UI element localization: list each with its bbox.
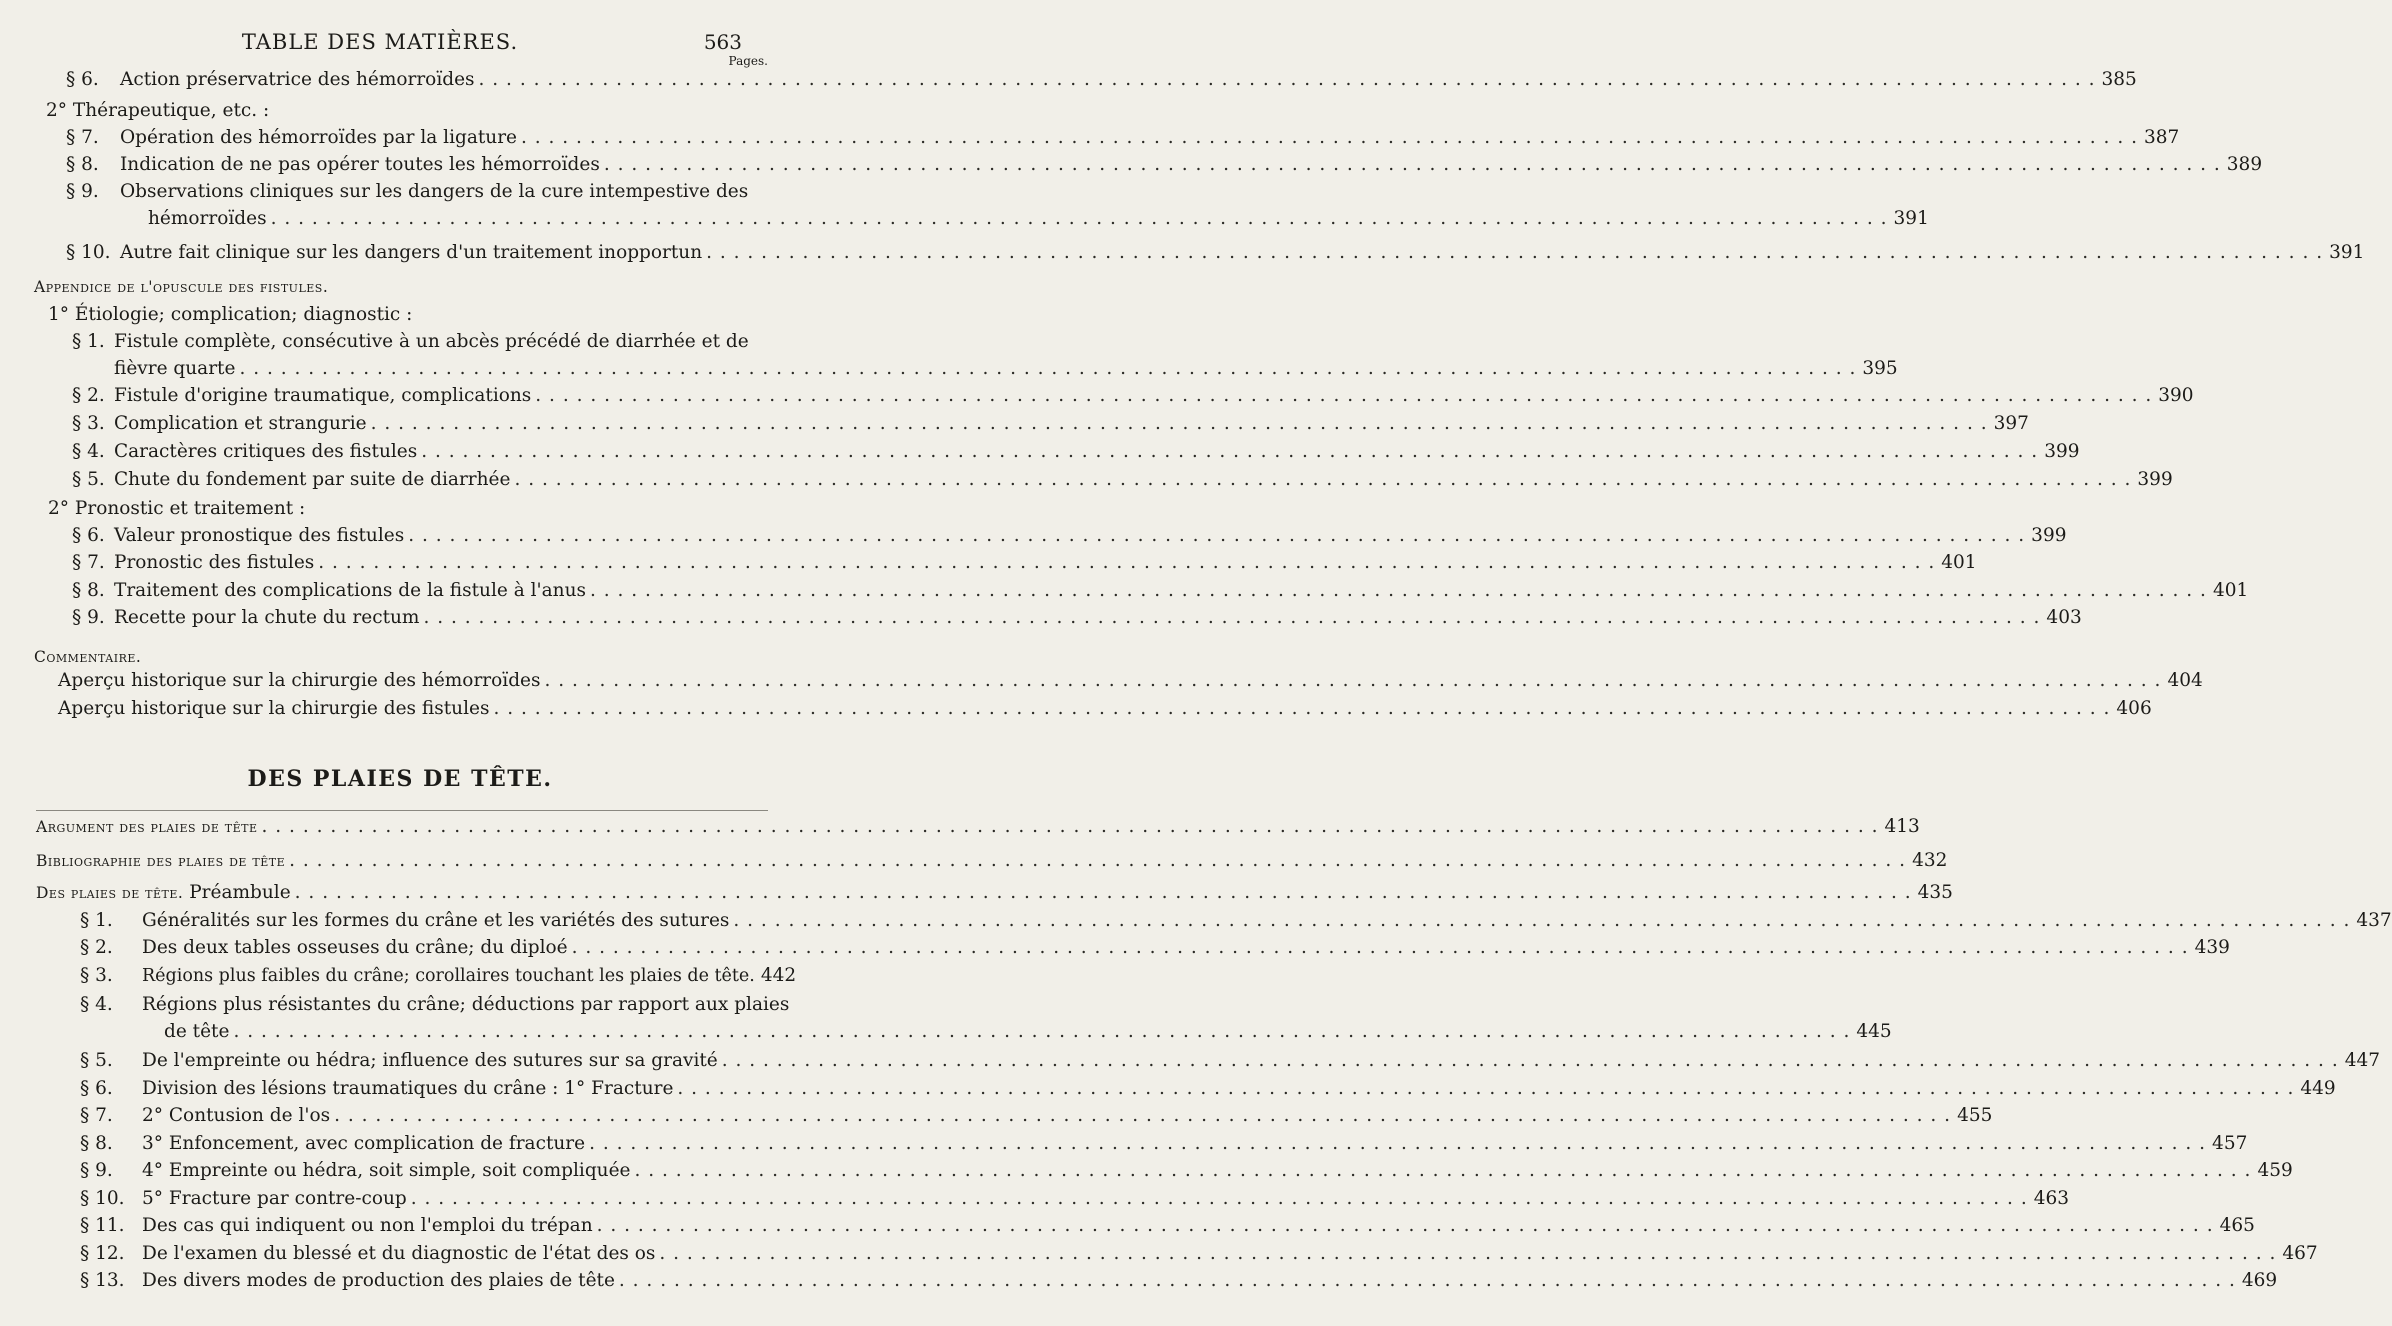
- leader-dots: [411, 1186, 2028, 1212]
- entry-page: 399: [2044, 441, 2080, 462]
- running-head-title: TABLE DES MATIÈRES.: [241, 30, 519, 54]
- toc-entry: [80, 1103, 1993, 1129]
- entry-text: fièvre quarte: [114, 358, 236, 379]
- toc-entry: [80, 963, 797, 989]
- entry-text: Régions plus résistantes du crâne; déductions par rapport aux plaies: [142, 994, 790, 1015]
- toc-entry: [72, 467, 2173, 493]
- toc-entry: [66, 240, 2365, 266]
- entry-text: Observations cliniques sur les dangers de la cure intempestive des: [120, 181, 749, 202]
- leader-dots: [733, 908, 2350, 934]
- section-number: § 8.: [80, 1133, 113, 1154]
- entry-text: Des divers modes de production des plaies de tête: [142, 1270, 615, 1291]
- entry-text: Aperçu historique sur la chirurgie des hémorroïdes: [58, 670, 541, 691]
- entry-text: Régions plus faibles du crâne; corollaires touchant les plaies de tête.: [142, 966, 755, 986]
- entry-page: 387: [2143, 127, 2180, 148]
- entry-page: 465: [2219, 1215, 2255, 1236]
- leader-dots: [706, 240, 2323, 266]
- leader-dots: [597, 1213, 2214, 1239]
- entry-page: 406: [2116, 698, 2152, 719]
- entry-text: Fistule d'origine traumatique, complications: [114, 385, 532, 406]
- toc-entry: [72, 439, 2080, 465]
- entry-page: 447: [2344, 1050, 2381, 1071]
- leader-dots: [295, 880, 1912, 906]
- entry-page: 401: [1941, 552, 1977, 573]
- entry-page: 445: [1856, 1021, 1892, 1042]
- section-number: § 4.: [80, 994, 113, 1015]
- section-number: § 7.: [66, 127, 99, 148]
- section-number: § 11.: [80, 1215, 125, 1236]
- entry-text: Des deux tables osseuses du crâne; du diploé: [142, 937, 568, 958]
- toc-entry: [80, 1158, 2293, 1184]
- leader-dots: [590, 578, 2207, 604]
- toc-entry: [80, 1076, 2336, 1102]
- section-number: § 1.: [72, 331, 105, 352]
- toc-entry: [72, 523, 2067, 549]
- toc-entry: [80, 1213, 2255, 1239]
- leader-dots: [677, 1076, 2294, 1102]
- entry-text: hémorroïdes: [148, 208, 267, 229]
- entry-page: 389: [2226, 154, 2263, 175]
- toc-entry: [36, 848, 1948, 874]
- toc-entry: [72, 578, 2249, 604]
- leader-dots: [334, 1103, 1951, 1129]
- entry-text-smallcaps: Des plaies de tête.: [36, 884, 184, 902]
- section-number: § 3.: [72, 413, 105, 434]
- leader-dots: [589, 1131, 2206, 1157]
- section-number: § 1.: [80, 910, 113, 931]
- entry-text: Généralités sur les formes du crâne et les variétés des sutures: [142, 910, 730, 931]
- leader-dots: [514, 467, 2131, 493]
- toc-entry: [72, 411, 2029, 437]
- section-number: § 7.: [72, 552, 105, 573]
- entry-text: Pronostic des fistules: [114, 552, 315, 573]
- toc-entry: [80, 1268, 2278, 1294]
- toc-entry: [72, 550, 1977, 576]
- entry-text: Recette pour la chute du rectum: [114, 607, 420, 628]
- section-number: § 6.: [80, 1078, 113, 1099]
- entry-text: Complication et strangurie: [114, 413, 367, 434]
- entry-text: Division des lésions traumatiques du crâne : 1° Fracture: [142, 1078, 674, 1099]
- toc-entry: [66, 152, 2263, 178]
- entry-page: 435: [1917, 882, 1953, 903]
- entry-text: Action préservatrice des hémorroïdes: [120, 69, 475, 90]
- toc-entry: [80, 1131, 2248, 1157]
- toc-entry: [66, 125, 2180, 151]
- entry-page: 449: [2300, 1078, 2336, 1099]
- section-number: § 4.: [72, 441, 105, 462]
- leader-dots: [619, 1268, 2236, 1294]
- leader-dots: [271, 206, 1888, 232]
- section-number: § 10.: [66, 242, 111, 263]
- entry-text: 3° Enfoncement, avec complication de fracture: [142, 1133, 586, 1154]
- entry-page: 397: [1993, 413, 2029, 434]
- entry-text: Des cas qui indiquent ou non l'emploi du trépan: [142, 1215, 593, 1236]
- section-number: § 9.: [80, 1160, 113, 1181]
- entry-page: 391: [2329, 242, 2365, 263]
- leader-dots: [421, 439, 2038, 465]
- toc-entry: [80, 1048, 2381, 1074]
- subsection-heading: 2° Thérapeutique, etc. :: [46, 100, 270, 121]
- section-number: § 2.: [72, 385, 105, 406]
- entry-text: Bibliographie des plaies de tête: [36, 852, 286, 870]
- leader-dots: [318, 550, 1935, 576]
- section-number: § 9.: [72, 607, 105, 628]
- leader-dots: [634, 1158, 2251, 1184]
- section-number: § 7.: [80, 1105, 113, 1126]
- entry-page: 399: [2137, 469, 2173, 490]
- entry-text: de tête: [164, 1021, 230, 1042]
- toc-entry: [66, 179, 749, 205]
- section-number: § 10.: [80, 1188, 125, 1209]
- entry-text: Argument des plaies de tête: [36, 818, 258, 836]
- leader-dots: [493, 696, 2110, 722]
- toc-entry-continuation: [164, 1019, 1892, 1045]
- toc-entry: [58, 668, 2203, 694]
- subsection-heading: 2° Pronostic et traitement :: [48, 498, 306, 519]
- page-number: 563: [703, 30, 742, 54]
- entry-page: 455: [1957, 1105, 1993, 1126]
- toc-entry: [66, 67, 2137, 93]
- entry-page: 439: [2194, 937, 2230, 958]
- entry-page: 463: [2033, 1188, 2070, 1209]
- leader-dots: [535, 383, 2152, 409]
- leader-dots: [521, 125, 2138, 151]
- section-number: § 8.: [72, 580, 105, 601]
- section-title: DES PLAIES DE TÊTE.: [247, 766, 553, 792]
- entry-page: 399: [2031, 525, 2067, 546]
- divider: [36, 810, 768, 811]
- section-number: § 3.: [80, 965, 113, 986]
- leader-dots: [408, 523, 2025, 549]
- section-number: § 6.: [72, 525, 105, 546]
- toc-entry: [72, 605, 2082, 631]
- leader-dots: [722, 1048, 2339, 1074]
- section-number: § 2.: [80, 937, 113, 958]
- entry-page: 457: [2212, 1133, 2248, 1154]
- entry-page: 437: [2356, 910, 2392, 931]
- leader-dots: [572, 935, 2189, 961]
- toc-entry: [80, 992, 790, 1018]
- leader-dots: [233, 1019, 1850, 1045]
- leader-dots: [659, 1241, 2276, 1267]
- toc-entry: [80, 935, 2230, 961]
- leader-dots: [262, 814, 1879, 840]
- section-number: § 5.: [80, 1050, 113, 1071]
- entry-text: 5° Fracture par contre-coup: [142, 1188, 407, 1209]
- entry-text: 2° Contusion de l'os: [142, 1105, 331, 1126]
- section-number: § 8.: [66, 154, 99, 175]
- commentary-heading: Commentaire.: [34, 648, 142, 666]
- leader-dots: [239, 356, 1856, 382]
- toc-entry: [80, 908, 2392, 934]
- section-number: § 6.: [66, 69, 99, 90]
- entry-page: 413: [1884, 816, 1920, 837]
- section-number: § 5.: [72, 469, 105, 490]
- entry-text: Traitement des complications de la fistule à l'anus: [114, 580, 586, 601]
- entry-page: 432: [1912, 850, 1948, 871]
- entry-page: 395: [1862, 358, 1898, 379]
- entry-page: 442: [760, 965, 797, 986]
- entry-text: 4° Empreinte ou hédra, soit simple, soit compliquée: [142, 1160, 631, 1181]
- entry-page: 467: [2282, 1243, 2318, 1264]
- entry-text: Indication de ne pas opérer toutes les hémorroïdes: [120, 154, 600, 175]
- entry-page: 385: [2101, 69, 2137, 90]
- leader-dots: [423, 605, 2040, 631]
- leader-dots: [604, 152, 2221, 178]
- toc-entry: [80, 1241, 2318, 1267]
- entry-text: De l'empreinte ou hédra; influence des sutures sur sa gravité: [142, 1050, 718, 1071]
- toc-entry: [36, 814, 1920, 840]
- entry-page: 390: [2158, 385, 2194, 406]
- toc-entry: [36, 880, 1953, 906]
- entry-text: Caractères critiques des fistules: [114, 441, 418, 462]
- toc-entry: [72, 329, 749, 355]
- leader-dots: [289, 848, 1906, 874]
- toc-entry: [72, 383, 2194, 409]
- entry-page: 403: [2046, 607, 2082, 628]
- entry-text: Fistule complète, consécutive à un abcès précédé de diarrhée et de: [114, 331, 749, 352]
- toc-entry: [80, 1186, 2070, 1212]
- toc-entry-continuation: [114, 356, 1898, 382]
- entry-page: 404: [2167, 670, 2203, 691]
- toc-entry: [58, 696, 2152, 722]
- entry-text: De l'examen du blessé et du diagnostic de l'état des os: [142, 1243, 656, 1264]
- entry-page: 469: [2241, 1270, 2278, 1291]
- leader-dots: [371, 411, 1988, 437]
- entry-text: Chute du fondement par suite de diarrhée: [114, 469, 511, 490]
- entry-text: Autre fait clinique sur les dangers d'un traitement inopportun: [120, 242, 703, 263]
- entry-page: 391: [1893, 208, 1929, 229]
- entry-page: 459: [2257, 1160, 2293, 1181]
- pages-column-label: Pages.: [728, 54, 768, 68]
- section-number: § 13.: [80, 1270, 125, 1291]
- section-number: § 9.: [66, 181, 99, 202]
- toc-entry-continuation: [148, 206, 1929, 232]
- appendix-heading: Appendice de l'opuscule des fistules.: [34, 278, 329, 296]
- leader-dots: [479, 67, 2096, 93]
- entry-text: Aperçu historique sur la chirurgie des fistules: [58, 698, 490, 719]
- entry-text: Opération des hémorroïdes par la ligature: [120, 127, 518, 148]
- section-number: § 12.: [80, 1243, 125, 1264]
- leader-dots: [544, 668, 2161, 694]
- entry-text: Valeur pronostique des fistules: [114, 525, 405, 546]
- entry-page: 401: [2212, 580, 2249, 601]
- subsection-heading: 1° Étiologie; complication; diagnostic :: [48, 304, 413, 325]
- entry-text: Préambule: [183, 882, 291, 903]
